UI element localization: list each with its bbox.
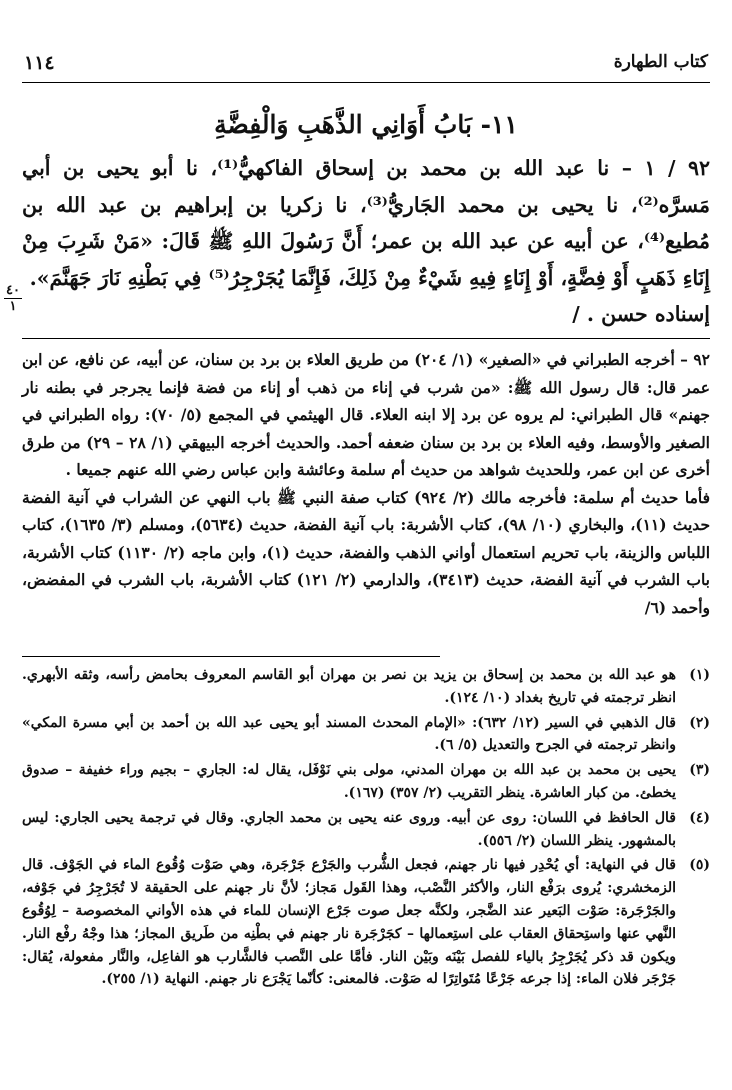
footnote — [22, 854, 710, 991]
manuscript-folio-ref — [4, 284, 22, 313]
footnote-text: قال في النهاية: أي يُحْدِر فيها نار جهنم، فجعل الشُّرب والجَرْع جَرْجَرة، وهي صَوْت وُقُوع الماء في الجَوْف. قال الزمخشري: يُروى برَفْع النار، والأكثر النَّصْب، وهذا القَول مَجاز؛ لأنَّ نار جهنم على الحقيقة لا تُجَرْجِرُ في جَوْفه، والجَرْجَرة: صَوْت البَعير عند الضَّجر، ولكنَّه جعل صوت جَرْع الإنسان للماء في هذه الأواني المخصوصة – لِوُقُوع النَّهي عنها واستِحقاق العقاب على استِعمالها – كجَرْجَرة نار جهنم في بطْنِه من طَريق المجاز؛ هذا وجْهُ رفْع النار. ويكون قد ذكر يُجَرْجِرُ بالياء للفصل بَيْنَه وبَيْن النار. فأمَّا على النَّصب فالشَّارب هو الفاعِل، والنَّار مفعولة، يُقال: جَرْجَر فلان الماء: إذا جرعه جَرْعًا مُتَواتِرًا له صَوْت. فالمعنى: كأنّما يَجْرَع نار جهنم. النهاية (١/ ٢٥٥). — [22, 857, 676, 988]
hadith-text: ٩٢ / ١ – نا عبد الله بن محمد بن إسحاق الفاكهيُّ⁽¹⁾، نا أبو يحيى بن أبي مَسرَّه⁽²⁾، نا يحيى بن محمد الجَاريُّ⁽³⁾، نا زكريا بن إبراهيم بن عبد الله بن مُطيع⁽⁴⁾، عن أبيه عن عبد الله بن عمر؛ أَنَّ رَسُولَ اللهِ ﷺ قَالَ: «مَنْ شَرِبَ مِنْ إِنَاءِ ذَهَبٍ أَوْ فِضَّةٍ، أَوْ إِنَاءٍ فِيهِ شَيْءٌ مِنْ ذَلِكَ، فَإِنَّمَا يُجَرْجِرُ⁽⁵⁾ فِي بَطْنِهِ نَارَ جَهَنَّمَ». — [22, 156, 710, 290]
header-divider — [22, 82, 710, 83]
footnote-number: (٢) — [689, 714, 710, 731]
takhrij-paragraph: فأما حديث أم سلمة: فأخرجه مالك (٢/ ٩٢٤) كتاب صفة النبي ﷺ باب النهي عن الشراب في آنية الفضة حديث (١١)، والبخاري (١٠/ ٩٨)، كتاب الأشربة: باب آنية الفضة، حديث (٥٦٣٤)، ومسلم (٣/ ١٦٣٥)، كتاب اللباس والزينة، باب تحريم استعمال أواني الذهب والفضة، حديث (١)، وابن ماجه (٢/ ١١٣٠) كتاب الأشربة، باب الشرب في آنية الفضة، حديث (٣٤١٣)، والدارمي (٢/ ١٢١) كتاب الأشربة، باب الشرب في المفضض، وأحمد (٦/ — [22, 487, 711, 617]
folio-number: ٤٠ — [6, 283, 20, 298]
page-number: ١١٤ — [24, 52, 55, 74]
footnote-text: قال الحافظ في اللسان: روى عن أبيه. وروى عنه يحيى بن محمد الجاري. وقال في ترجمة يحيى الجاري: ليس بالمشهور. ينظر اللسان (٢/ ٥٥٦). — [22, 809, 676, 849]
footnote-text: قال الذهبي في السير (١٢/ ٦٣٢): «الإمام المحدث المسند أبو يحيى عبد الله بن أحمد بن أبي مسرة المكي» وانظر ترجمته في الجرح والتعديل (٥/ ٦). — [22, 714, 676, 754]
footnotes-divider — [22, 656, 440, 657]
footnotes — [22, 664, 710, 993]
footnote — [22, 712, 710, 758]
folio-side: ١ — [9, 299, 17, 314]
book-title: كتاب الطهارة — [613, 52, 708, 72]
footnote-number: (٥) — [689, 857, 710, 874]
footnote-text: هو عبد الله بن محمد بن إسحاق بن يزيد بن نصر بن مهران أبو القاسم المعروف بحامض رأسه، وثقه الأبهري. انظر ترجمته في تاريخ بغداد (١٠/ ١٢٤). — [22, 667, 676, 706]
page-header — [24, 52, 708, 80]
chapter-title: ١١- بَابُ أَوَانِي الذَّهَبِ وَالْفِضَّةِ — [214, 110, 518, 139]
footnote — [22, 759, 710, 805]
takhrij-section — [22, 346, 710, 621]
isnad-grade: إسناده حسن . / — [572, 302, 710, 326]
footnote-number: (٤) — [689, 809, 710, 826]
hadith-section — [22, 150, 710, 333]
footnote-number: (٣) — [689, 762, 710, 779]
footnote — [22, 664, 710, 710]
takhrij-paragraph: ٩٢ – أخرجه الطبراني في «الصغير» (١/ ٢٠٤) من طريق العلاء بن برد بن سنان، عن أبيه، عن نافع، عن ابن عمر قال: قال رسول الله ﷺ: «من شرب في إناء من ذهب أو إناء من فضة فإنما يجرجر في بطنه نار جهنم» قال الطبراني: لم يروه عن برد إلا ابنه العلاء. قال الهيثمي في المجمع (٥/ ٧٠): رواه الطبراني في الصغير والأوسط، وفيه العلاء بن برد بن سنان ضعفه أحمد. والحديث أخرجه البيهقي (١/ ٢٨ – ٢٩) من طرق أخرى عن ابن عمر، وللحديث شواهد من حديث أم سلمة وعائشة وابن عباس رضي الله عنهم جميعا . — [22, 350, 711, 479]
footnote — [22, 807, 710, 853]
footnote-number: (١) — [689, 667, 710, 683]
takhrij-divider — [22, 338, 710, 339]
footnote-text: يحيى بن محمد بن عبد الله بن مهران المدني، مولى بني نَوْفَل، يقال له: الجاري – بجيم وراء خفيفة – صدوق يخطئ. من كبار العاشرة. ينظر التقريب (٢/ ٣٥٧) (١٦٧). — [22, 762, 676, 801]
